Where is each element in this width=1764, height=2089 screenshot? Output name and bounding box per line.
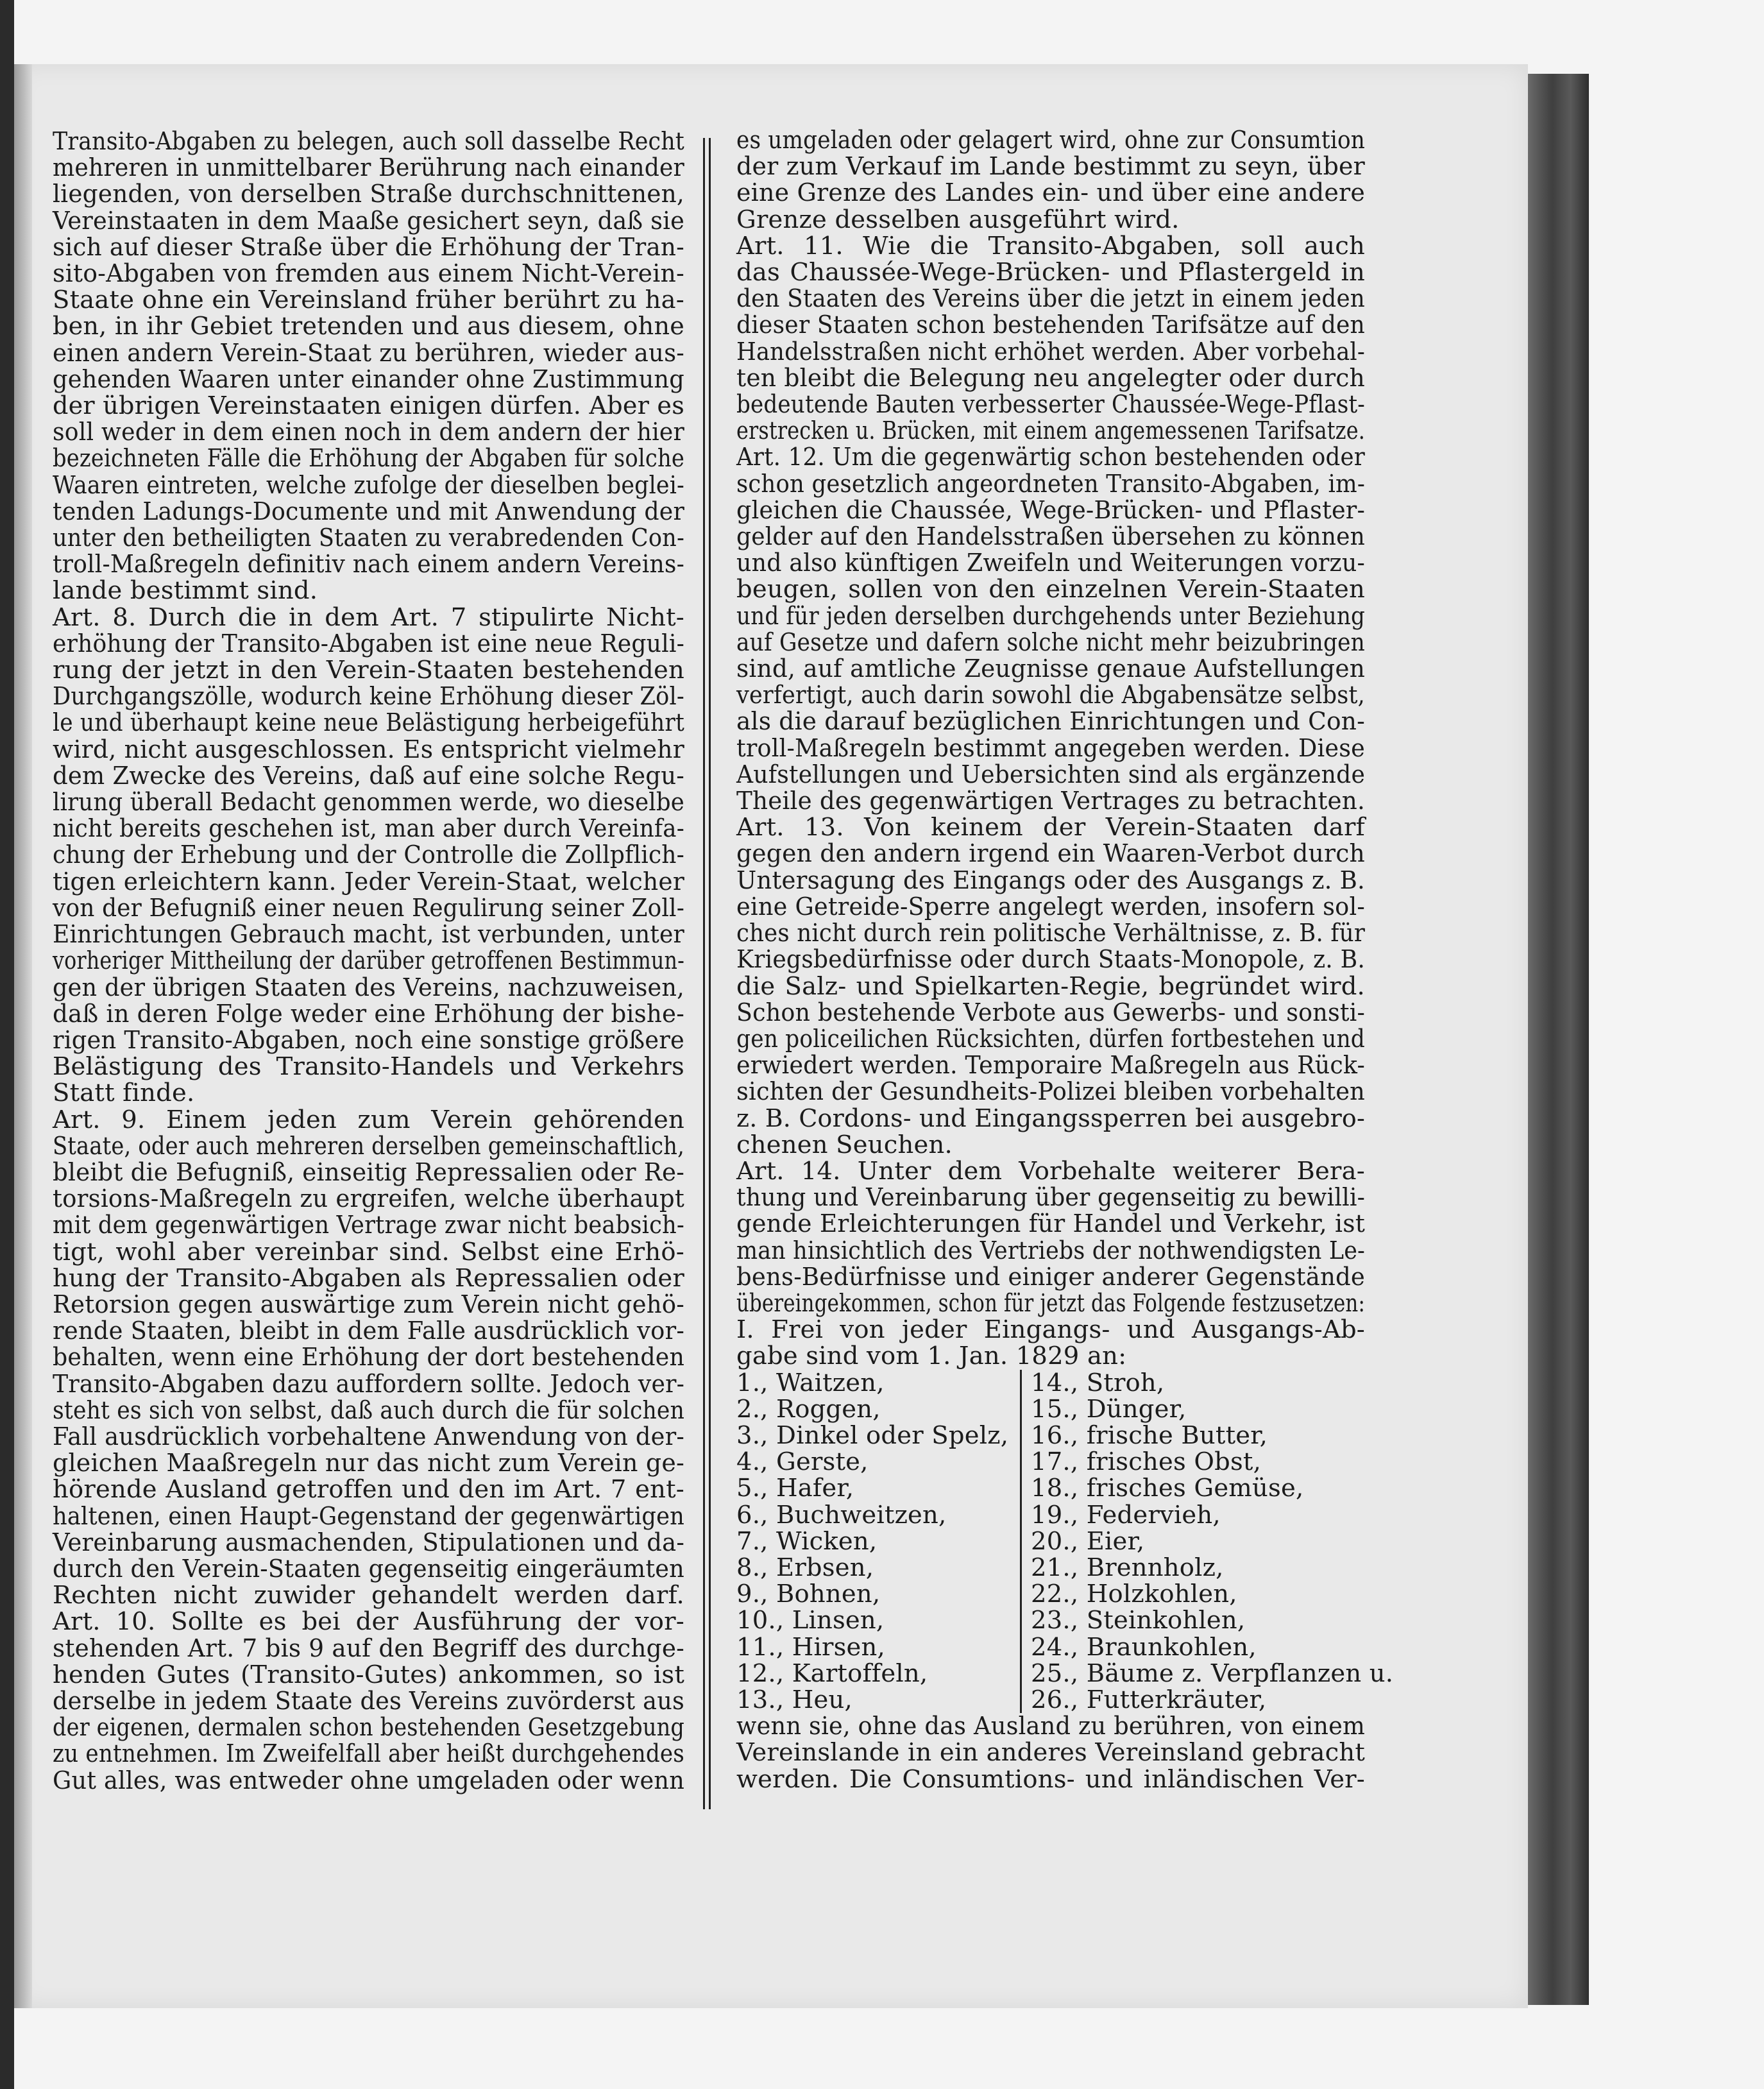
- text-line: bleibt die Befugniß, einseitig Repressalien oder Re-: [53, 1157, 684, 1187]
- text-line: durch den Verein-Staaten gegenseitig eingeräumten: [53, 1554, 684, 1583]
- list-item: 11., Hirsen,: [736, 1632, 885, 1662]
- list-item: 22., Holzkohlen,: [1031, 1580, 1237, 1609]
- text-line: ches nicht durch rein politische Verhältnisse, z. B. für: [736, 919, 1365, 948]
- text-line: Theile des gegenwärtigen Vertrages zu betrachten.: [736, 787, 1365, 816]
- list-item: 8., Erbsen,: [736, 1553, 874, 1582]
- text-line: gleichen die Chaussée, Wege-Brücken- und Pflaster-: [736, 495, 1365, 525]
- text-line: schon gesetzlich angeordneten Transito-Abgaben, im-: [736, 469, 1365, 499]
- list-item: 18., frisches Gemüse,: [1031, 1474, 1304, 1503]
- text-line: unter den betheiligten Staaten zu verabredenden Con-: [53, 524, 684, 553]
- text-line: mehreren in unmittelbarer Berührung nach einander: [53, 153, 684, 183]
- list-item: 17., frisches Obst,: [1031, 1447, 1262, 1477]
- text-line: der zum Verkauf im Lande bestimmt zu seyn, über: [736, 152, 1365, 182]
- text-line: sichten der Gesundheits-Polizei bleiben vorbehalten: [736, 1077, 1365, 1107]
- text-line: bedeutende Bauten verbesserter Chaussée-Wege-Pflast-: [736, 390, 1365, 420]
- text-line: chenen Seuchen.: [736, 1130, 953, 1159]
- text-line: Einrichtungen Gebrauch macht, ist verbunden, unter: [53, 920, 684, 950]
- text-line: derselbe in jedem Staate des Vereins zuvörderst aus: [53, 1686, 684, 1716]
- list-item: 21., Brennholz,: [1031, 1553, 1224, 1582]
- text-line: Rechten nicht zuwider gehandelt werden darf.: [53, 1581, 684, 1610]
- text-line: z. B. Cordons- und Eingangssperren bei ausgebro-: [736, 1104, 1365, 1133]
- text-line: nicht bereits geschehen ist, man aber durch Vereinfa-: [53, 814, 684, 844]
- book-edge: [1528, 74, 1589, 2005]
- text-line: bens-Bedürfnisse und einiger anderer Gegenstände: [736, 1262, 1365, 1292]
- text-line: werden. Die Consumtions- und inländischen Ver-: [736, 1764, 1365, 1794]
- text-line: Art. 9. Einem jeden zum Verein gehörenden: [53, 1105, 684, 1134]
- text-line: Staate ohne ein Vereinsland früher berührt zu ha-: [53, 286, 684, 315]
- exempt-goods-list: [736, 1368, 1394, 1714]
- list-item: 2., Roggen,: [736, 1394, 881, 1424]
- text-line: man hinsichtlich des Vertriebs der nothwendigsten Le-: [736, 1236, 1365, 1265]
- list-item: 14., Stroh,: [1031, 1368, 1165, 1397]
- text-line: erhöhung der Transito-Abgaben ist eine neue Reguli-: [53, 629, 684, 658]
- text-line: Transito-Abgaben dazu auffordern sollte. Jedoch ver-: [53, 1369, 684, 1399]
- text-line: gelder auf den Handelsstraßen übersehen zu können: [736, 522, 1365, 552]
- list-item: 24., Braunkohlen,: [1031, 1632, 1257, 1662]
- text-line: stehenden Art. 7 bis 9 auf den Begriff des durchge-: [53, 1633, 684, 1663]
- text-line: hörende Ausland getroffen und den im Art. 7 ent-: [53, 1475, 684, 1505]
- text-line: Vereinslande in ein anderes Vereinsland gebracht: [736, 1738, 1365, 1768]
- right-column-text-bottom: [736, 1713, 1365, 1793]
- text-line: le und überhaupt keine neue Belästigung herbeigeführt: [53, 708, 684, 738]
- text-line: das Chaussée-Wege-Brücken- und Pflastergeld in: [736, 258, 1365, 287]
- text-line: Gut alles, was entweder ohne umgeladen oder wenn: [53, 1766, 684, 1795]
- list-item: 6., Buchweitzen,: [736, 1500, 947, 1530]
- text-line: gegen den andern irgend ein Waaren-Verbot durch: [736, 839, 1365, 869]
- text-line: Transito-Abgaben zu belegen, auch soll dasselbe Recht: [53, 127, 684, 156]
- text-line: übereingekommen, schon für jetzt das Folgende festzusetzen:: [736, 1288, 1365, 1318]
- text-line: und für jeden derselben durchgehends unter Beziehung: [736, 601, 1365, 631]
- text-line: der übrigen Vereinstaaten einigen dürfen. Aber es: [53, 391, 684, 421]
- text-line: rung der jetzt in den Verein-Staaten bestehenden: [53, 656, 684, 685]
- text-line: verfertigt, auch darin sowohl die Abgabensätze selbst,: [736, 681, 1365, 710]
- list-item: 19., Federvieh,: [1031, 1500, 1221, 1530]
- page-gutter: [14, 64, 32, 2008]
- text-line: Aufstellungen und Uebersichten sind als ergänzende: [736, 760, 1365, 789]
- text-line: troll-Maßregeln definitiv nach einem andern Vereins-: [53, 550, 684, 579]
- text-line: tigen erleichtern kann. Jeder Verein-Staat, welcher: [53, 867, 684, 896]
- text-line: soll weder in dem einen noch in dem andern der hier: [53, 418, 684, 447]
- text-line: Staate, oder auch mehreren derselben gemeinschaftlich,: [53, 1131, 684, 1161]
- text-line: eine Getreide-Sperre angelegt werden, insofern sol-: [736, 892, 1365, 921]
- text-line: tenden Ladungs-Documente und mit Anwendung der: [53, 497, 684, 526]
- text-line: tigt, wohl aber vereinbar sind. Selbst eine Erhö-: [53, 1237, 684, 1266]
- text-line: Belästigung des Transito-Handels und Verkehrs: [53, 1052, 684, 1082]
- text-line: lirung überall Bedacht genommen werde, wo dieselbe: [53, 788, 684, 817]
- left-text-column: [53, 128, 684, 1794]
- list-item: 12., Kartoffeln,: [736, 1658, 928, 1688]
- text-line: Art. 12. Um die gegenwärtig schon bestehenden oder: [736, 443, 1365, 472]
- text-line: Art. 10. Sollte es bei der Ausführung der vor-: [53, 1607, 684, 1637]
- text-line: die Salz- und Spielkarten-Regie, begründet wird.: [736, 971, 1365, 1001]
- right-column-text-top: [736, 127, 1365, 1370]
- text-line: den Staaten des Vereins über die jetzt in einem jeden: [736, 284, 1365, 314]
- text-line: Statt finde.: [53, 1079, 195, 1108]
- text-line: von der Befugniß einer neuen Regulirung seiner Zoll-: [53, 893, 684, 923]
- text-line: wenn sie, ohne das Ausland zu berühren, von einem: [736, 1712, 1365, 1741]
- text-line: I. Frei von jeder Eingangs- und Ausgangs-Ab-: [736, 1315, 1365, 1345]
- text-line: daß in deren Folge weder eine Erhöhung der bishe-: [53, 999, 684, 1028]
- text-line: vorheriger Mittheilung der darüber getroffenen Bestimmun-: [53, 946, 684, 976]
- text-line: der eigenen, dermalen schon bestehenden Gesetzgebung: [53, 1713, 684, 1743]
- text-line: Fall ausdrücklich vorbehaltene Anwendung von der-: [53, 1422, 684, 1451]
- text-line: Vereinbarung ausmachenden, Stipulationen und da-: [53, 1528, 684, 1557]
- text-line: mit dem gegenwärtigen Vertrage zwar nicht beabsich-: [53, 1211, 684, 1240]
- text-line: steht es sich von selbst, daß auch durch die für solchen: [53, 1395, 684, 1425]
- list-item: 15., Dünger,: [1031, 1394, 1187, 1424]
- text-line: thung und Vereinbarung über gegenseitig zu bewilli-: [736, 1183, 1365, 1213]
- list-item: 1., Waitzen,: [736, 1368, 885, 1397]
- text-line: rigen Transito-Abgaben, noch eine sonstige größere: [53, 1025, 684, 1055]
- text-line: behalten, wenn eine Erhöhung der dort bestehenden: [53, 1343, 684, 1372]
- text-line: Art. 13. Von keinem der Verein-Staaten darf: [736, 813, 1365, 842]
- text-line: dem Zwecke des Vereins, daß auf eine solche Regu-: [53, 761, 684, 790]
- text-line: Grenze desselben ausgeführt wird.: [736, 205, 1180, 234]
- exempt-goods-list-left: [736, 1370, 1022, 1714]
- list-item: 25., Bäume z. Verpflanzen u.: [1031, 1658, 1394, 1688]
- text-line: dieser Staaten schon bestehenden Tarifsätze auf den: [736, 311, 1365, 340]
- text-line: gleichen Maaßregeln nur das nicht zum Verein ge-: [53, 1449, 684, 1478]
- text-line: eine Grenze des Landes ein- und über eine andere: [736, 178, 1365, 208]
- text-line: gehenden Waaren unter einander ohne Zustimmung: [53, 364, 684, 394]
- list-item: 13., Heu,: [736, 1685, 852, 1714]
- text-line: zu entnehmen. Im Zweifelfall aber heißt durchgehendes: [53, 1739, 684, 1769]
- list-item: 23., Steinkohlen,: [1031, 1606, 1246, 1635]
- text-line: Waaren eintreten, welche zufolge der dieselben beglei-: [53, 470, 684, 500]
- text-line: erwiedert werden. Temporaire Maßregeln aus Rück-: [736, 1051, 1365, 1080]
- right-text-column: [736, 126, 1394, 1794]
- text-line: Vereinstaaten in dem Maaße gesichert seyn, daß sie: [53, 206, 684, 235]
- text-line: chung der Erhebung und der Controlle die Zollpflich-: [53, 840, 684, 870]
- text-line: lande bestimmt sind.: [53, 576, 318, 606]
- text-line: sind, auf amtliche Zeugnisse genaue Aufstellungen: [736, 654, 1365, 684]
- text-line: Untersagung des Eingangs oder des Ausgangs z. B.: [736, 865, 1365, 895]
- text-line: ben, in ihr Gebiet tretenden und aus diesem, ohne: [53, 312, 684, 341]
- list-item: 4., Gerste,: [736, 1447, 869, 1477]
- text-line: torsions-Maßregeln zu ergreifen, welche überhaupt: [53, 1184, 684, 1214]
- text-line: beugen, sollen von den einzelnen Verein-Staaten: [736, 575, 1365, 604]
- list-item: 20., Eier,: [1031, 1526, 1145, 1556]
- text-line: henden Gutes (Transito-Gutes) ankommen, so ist: [53, 1660, 684, 1689]
- list-item: 5., Hafer,: [736, 1474, 854, 1503]
- text-line: Retorsion gegen auswärtige zum Verein nicht gehö-: [53, 1290, 684, 1319]
- text-line: Handelsstraßen nicht erhöhet werden. Aber vorbehal-: [736, 337, 1365, 366]
- list-item: 7., Wicken,: [736, 1526, 878, 1556]
- text-line: erstrecken u. Brücken, mit einem angemessenen Tarifsatze.: [736, 416, 1365, 446]
- text-line: troll-Maßregeln bestimmt angegeben werden. Diese: [736, 733, 1365, 763]
- text-line: rende Staaten, bleibt in dem Falle ausdrücklich vor-: [53, 1317, 684, 1346]
- text-line: Kriegsbedürfnisse oder durch Staats-Monopole, z. B.: [736, 945, 1365, 975]
- text-line: liegenden, von derselben Straße durchschnittenen,: [53, 180, 684, 209]
- text-line: gen policeilichen Rücksichten, dürfen fortbestehen und: [736, 1024, 1365, 1053]
- text-line: gende Erleichterungen für Handel und Verkehr, ist: [736, 1209, 1365, 1239]
- text-line: ten bleibt die Belegung neu angelegter oder durch: [736, 363, 1365, 393]
- list-item: 9., Bohnen,: [736, 1580, 881, 1609]
- text-line: einen andern Verein-Staat zu berühren, wieder aus-: [53, 338, 684, 368]
- text-line: Art. 8. Durch die in dem Art. 7 stipulirte Nicht-: [53, 602, 684, 632]
- text-line: haltenen, einen Haupt-Gegenstand der gegenwärtigen: [53, 1501, 684, 1531]
- text-line: hung der Transito-Abgaben als Repressalien oder: [53, 1263, 684, 1293]
- text-line: und also künftigen Zweifeln und Weiterungen vorzu-: [736, 549, 1365, 578]
- text-line: gen der übrigen Staaten des Vereins, nachzuweisen,: [53, 973, 684, 1002]
- list-item: 16., frische Butter,: [1031, 1420, 1268, 1450]
- text-line: sich auf dieser Straße über die Erhöhung der Tran-: [53, 232, 684, 262]
- text-line: Schon bestehende Verbote aus Gewerbs- und sonsti-: [736, 998, 1365, 1027]
- text-line: bezeichneten Fälle die Erhöhung der Abgaben für solche: [53, 444, 684, 473]
- scan-border: [0, 0, 14, 2089]
- column-divider: [703, 138, 711, 1809]
- text-line: es umgeladen oder gelagert wird, ohne zur Consumtion: [736, 126, 1365, 155]
- list-item: 3., Dinkel oder Spelz,: [736, 1420, 1009, 1450]
- text-line: Durchgangszölle, wodurch keine Erhöhung dieser Zöl-: [53, 682, 684, 712]
- list-item: 26., Futterkräuter,: [1031, 1685, 1267, 1714]
- text-line: wird, nicht ausgeschlossen. Es entspricht vielmehr: [53, 735, 684, 764]
- text-line: sito-Abgaben von fremden aus einem Nicht-Verein-: [53, 259, 684, 289]
- text-line: als die darauf bezüglichen Einrichtungen und Con-: [736, 707, 1365, 737]
- text-line: Art. 11. Wie die Transito-Abgaben, soll auch: [736, 231, 1365, 260]
- text-line: Art. 14. Unter dem Vorbehalte weiterer Bera-: [736, 1156, 1365, 1186]
- exempt-goods-list-right: [1022, 1368, 1394, 1714]
- text-line: auf Gesetze und dafern solche nicht mehr beizubringen: [736, 627, 1365, 657]
- text-line: gabe sind vom 1. Jan. 1829 an:: [736, 1342, 1127, 1371]
- list-item: 10., Linsen,: [736, 1606, 885, 1635]
